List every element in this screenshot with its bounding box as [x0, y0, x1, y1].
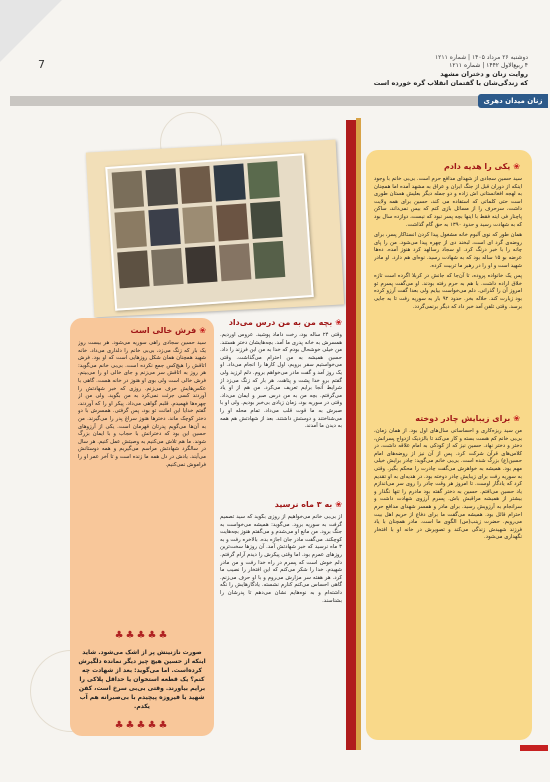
page-corner-fold: [0, 0, 62, 62]
section-subtitle: که زندگی‌شان با گفتمان انقلاب گره خورده است: [373, 79, 528, 87]
middle-column-body-2: [220, 514, 342, 724]
author-tab: زنان میدان دهری: [478, 94, 548, 108]
middle-heading-1: ❀بچه من به من درس می‌داد: [228, 318, 342, 327]
right-heading-1: ❀یکی را هدیه دادم: [444, 162, 520, 171]
right-heading-2: ❀برای زیبایش چادر دوخته: [415, 414, 520, 423]
flower-bullet-icon: ❀: [513, 414, 520, 423]
page-number: 7: [38, 58, 45, 71]
section-title: روایت زنان و دختران مشهد: [440, 70, 528, 78]
header-separator: [10, 96, 480, 106]
footer-accent-bar: [520, 745, 548, 751]
flower-divider-bottom: ♣♣♣♣♣: [114, 720, 170, 731]
flower-divider-top: ♣♣♣♣♣: [114, 630, 170, 641]
paragraph: از بی‌بی خانم می‌خواهیم از روزی بگوید که سید تصمیم گرفت به سوریه برود. می‌گوید: همیشه می‌خواست به جنگ برود. من مانع او می‌شدم و می‌گفتم هنوز بچه‌هایت کوچکند. می‌گفت مادر جان اجازه بده. بالاخره رفت و به ۳ ماه نرسید که خبر شهادتش آمد. آن روزها سخت‌ترین روزهای عمرم بود. اما وقتی پیکرش را دیدم آرام گرفتم. دلم خوش است که پسرم در راه خدا رفت و من مادر شهیدم. خدا را شکر می‌کنم که این افتخار را نصیب ما کرد. هر هفته سر مزارش می‌روم و با او حرف می‌زنم. گاهی احساس می‌کنم کنارم نشسته. یادگارهایش را نگه داشته‌ام و به نوه‌هایم نشان می‌دهم تا پدرشان را بشناسند.: [220, 514, 342, 604]
header-hijri-line: ۴ ربیع‌الاول ۱۴۴۲ | شماره ۱۲۱۱: [449, 62, 528, 69]
paragraph: همان طور که نوی آلبوم خانه مشغول پیدا کردن انستاکار پسر، برای روضه‌ی گرد ای است، لبخند دی از چهره پیدا می‌شود. من را پای چانه را با خبر درنگ کرد. او سجاد رسالهد کرد هنوز آمده. ده‌ها عرضه بو ۱۵ ساله بود که به شهادت رسید. نوه‌ای هم دارد. او مادر شهید است و او را در رهبر ما تربیت کرده.: [374, 232, 522, 269]
header-date-line: دوشنبه ۲۶ مرداد ۱۴۰۵ | شماره ۱۲۱۱: [434, 54, 528, 61]
decorative-red-strip: [346, 120, 356, 750]
middle-heading-2: ❀به ۳ ماه نرسید: [274, 500, 342, 509]
paragraph: سید حسین سجادی راهی سوریه می‌شود. هر بیست روز یک بار که زنگ می‌زد، بی‌بی خانم را دلداری می‌داد. خانه شهید همچنان همان شکل روزهایی است که او بود. فرش اتاقش را هیچ‌کس جمع نکرده است. بی‌بی خانم می‌گوید: هر روز به اتاقش سر می‌زنم و جای خالی او را می‌بینم. فرش خالی است ولی بوی او هنوز در خانه هست. گاهی با عکس‌هایش حرف می‌زنم. روزی که خبر شهادتش را آوردند کسی جرئت نمی‌کرد به من بگوید. ولی من از چهره‌ها فهمیدم. قلبم گواهی می‌داد. پیکر او را که آوردند، گفتم خدایا این امانت تو بود، پس گرفتی. همسرش با دو دختر کوچک ماند. دخترها هنوز سراغ پدر را می‌گیرند. من به آن‌ها می‌گویم پدرتان قهرمان است. یکی از آرزوهای حسین این بود که دخترانش با حجاب و با ایمان بزرگ شوند. ما هم تلاش می‌کنیم به وصیتش عمل کنیم. هر سال در سالگرد شهادتش مراسم می‌گیریم و همه دوستانش می‌آیند. یادش در دل همه ما زنده است و تا آخر عمر او را فراموش نمی‌کنیم.: [78, 340, 206, 468]
paragraph: پس یک خانواده پروده، تا آن‌جا که جانش در کربلا اگرده است تازه خلاق اراده داشت. با هم به حرم رفته بودند. او می‌گفت پسرم تو امروز آن را گذرانی. دلم می‌خواست بیایم ولی بعدا گفت آرزو کرده بود زیارت کند. حلاله بخر. حدود ۹۲ بار به سوریه رفت تا به جایی برسد. وقتی تلفن آمد خبر داد که دیگر برنمی‌گردد.: [374, 273, 522, 310]
flower-bullet-icon: ❀: [335, 500, 342, 509]
right-column-body-2: [374, 428, 522, 738]
decorative-gold-strip: [356, 118, 361, 750]
paragraph: من سید ریزه‌کاری و احساساتی سال‌های اول بود. از همان زمان، بی‌بی خانم کم هست بسته و کار می‌کند تا بالزدیک ازدواج پسرانش، دختر و دختر نهاد. حسین نیز که از کودکی به امام علاقه داشت، در کلاس‌های قرآن شرکت کرد. پس از آن نیز از روضه‌های امام حسین(ع) بزرگ شده است. بی‌بی خانم می‌گوید: چادر برایش خیلی مهم بود. همیشه به خواهرش می‌گفت چادرت را محکم بگیر. وقتی به سوریه رفت برای زیبایش چادر دوخته بود. در هدیه‌ای به او تقدیم کرد که یادگار اوست. تا امروز هر وقت چادر را روی سر می‌اندازم یاد حسین می‌افتم. حسین به دختر گفته بود مادرم را تنها نگذار و بیشتر از همیشه مراقبش باش. پسرم آرزوی شهادت داشت و سرانجام به آرزویش رسید. برای مادر و همسر شهدای مدافع حرم احترام قائل بود. همیشه می‌گفت ما برای دفاع از حریم اهل بیت می‌رویم. حضرت زینب(س) الگوی ما است. مادر همچنان با یاد فرزند شهیدش زندگی می‌کند و تصویرش در خانه او با افتخار نگهداری می‌شود.: [374, 428, 522, 541]
right-column-body: [374, 176, 522, 408]
middle-column-body: [220, 332, 342, 497]
martyr-photo-collage: [105, 153, 314, 311]
left-column-body: [78, 340, 206, 630]
left-heading-1: ❀فرش خالی است: [130, 326, 206, 335]
flower-bullet-icon: ❀: [513, 162, 520, 171]
pull-quote: صورت نازنینش پر از اشک می‌شود. شاید اینکه از حسین هیچ چیز دیگر نمانده دلگیرش کرده‌است. اما می‌گوید: بعد از شهادت چه کنم؟ یک قطعه استخوان یا حداقل پلاکی را برایم بیاورند. وقتی بی‌بی سرخ است، کفن شهید یا فیروزه پیچیدم با بی‌صبرانه هم آب یکدم.: [78, 649, 206, 710]
flower-bullet-icon: ❀: [335, 318, 342, 327]
page-header: [58, 54, 528, 88]
paragraph: سید حسین سجادی از شهدای مدافع حرم است. بی‌بی خانم با وجود اینکه از دوران قبل از جنگ ایران و عراق به مشهد آمده اما همچنان به لهجه افغانستانی اش زاده و دو جمله دیگر بعلیش هستان طوری است حتی کلماتی که استفاده می کند، حسین برای همه ولایت داشت، سرحرف را از مسائل بازی کنم که بیس نمی‌داند، ساکن پاچنار فی اینه فقط با اینها بچه پسر نبود که نیست، دوازده سال بود که به شهادت رسید و حدود ۱۳۹۰ به حق گام گذاشت.: [374, 176, 522, 228]
paragraph: وقتی ۲۴ ساله بود، رخت داماد پوشید. عروس آوردیم. همسرش به خانه پدری ما آمد. بچه‌هایشان دختر هستند. من خیلی خوشحال بودم که خدا به من این فرزند را داد. حسین همیشه به من احترام می‌گذاشت. وقتی می‌خواستیم سفر برویم، اول کارها را انجام می‌داد. او یک روز آمد و گفت مادر می‌خواهم بروم. دلم لرزید ولی گفتم برو خدا پشت و پناهت. هر بار که زنگ می‌زد از شرایط آنجا برایم تعریف می‌کرد. من هم از او یاد می‌گرفتم. بچه من به من درس صبر و ایمان می‌داد. وقتی در سوریه بود، زمان زیادی بی‌خبر بودیم. ولی او با صبرش به ما قوت قلب می‌داد. تمام محله او را می‌شناختند و دوستش داشتند. بعد از شهادتش هم همه به دیدن ما آمدند.: [220, 332, 342, 430]
flower-bullet-icon: ❀: [199, 326, 206, 335]
